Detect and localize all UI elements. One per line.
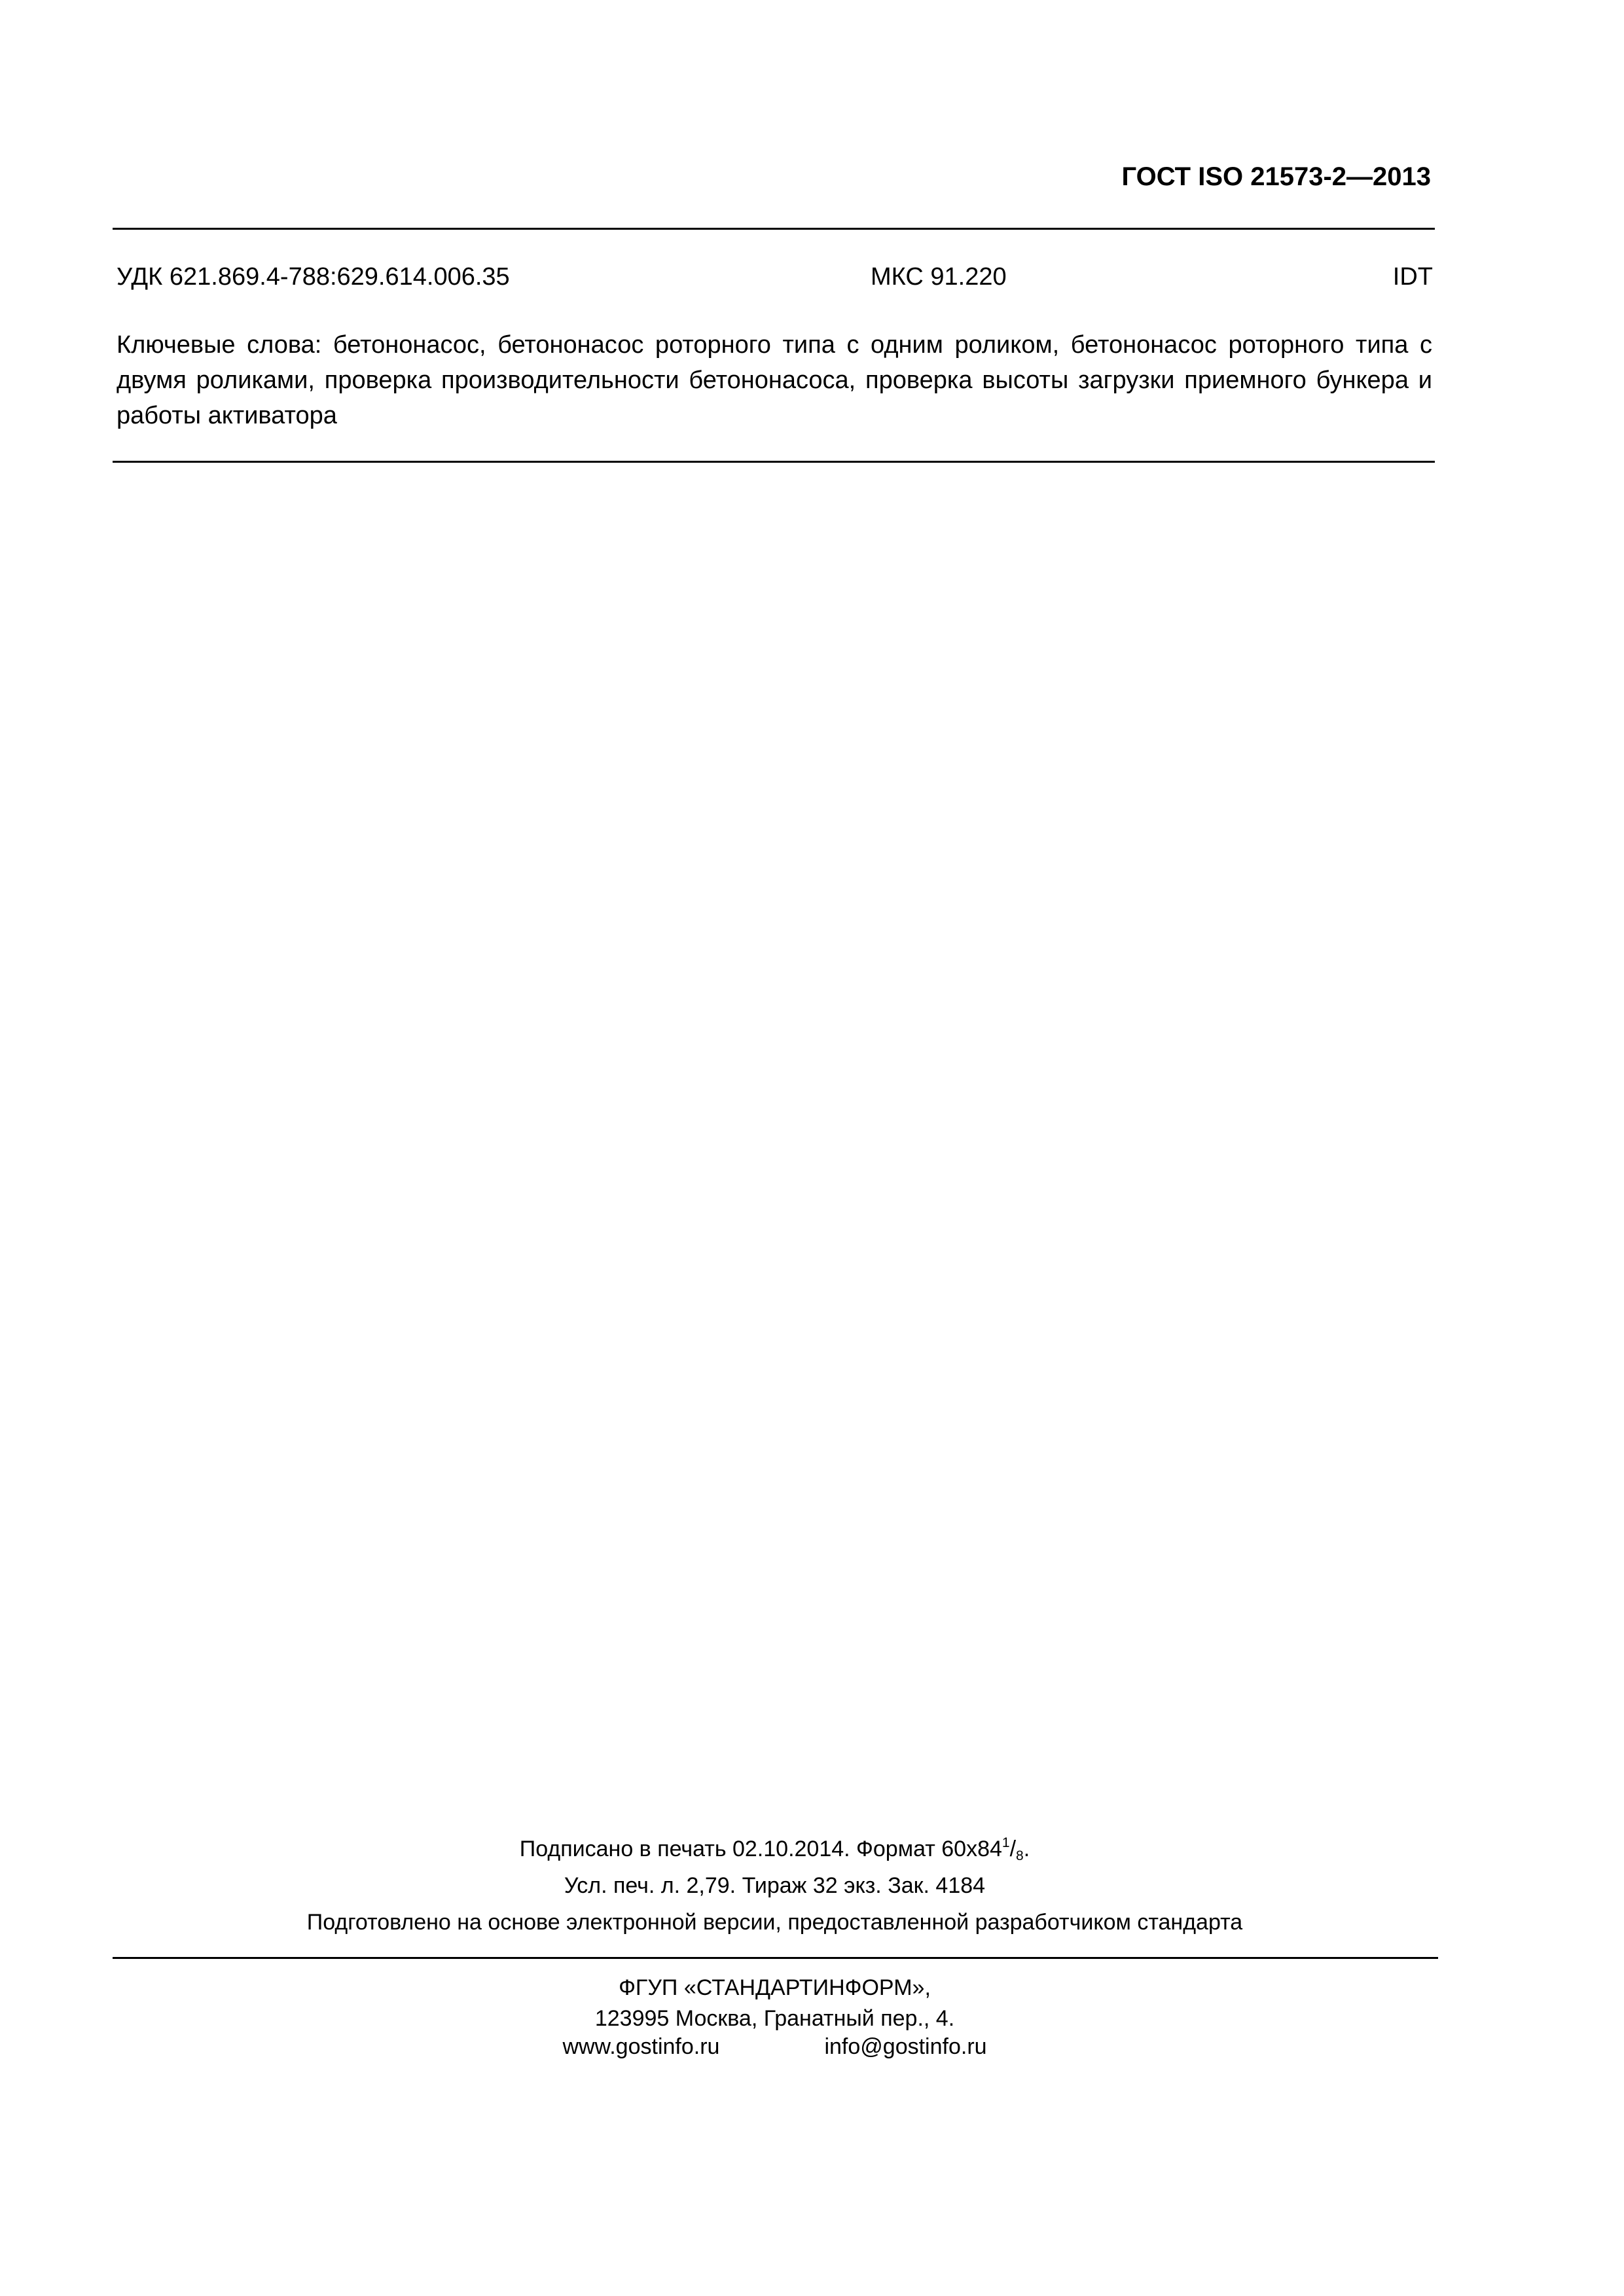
format-fraction-numerator: 1: [1001, 1835, 1010, 1850]
publisher-address: 123995 Москва, Гранатный пер., 4.: [594, 2006, 955, 2031]
format-fraction-denominator: 8: [1016, 1848, 1024, 1863]
publisher-name: ФГУП «СТАНДАРТИНФОРМ»,: [619, 1975, 931, 2000]
keywords-paragraph: Ключевые слова: бетононасос, бетононасос роторного типа с одним роликом, бетононасос роторного типа с двумя роликами, проверка производительности бетононасоса, проверка высоты загрузки приемного бункера и работы активатора: [117, 331, 1432, 429]
mks-code: МКС 91.220: [871, 263, 1007, 291]
udk-code: УДК 621.869.4-788:629.614.006.35: [117, 263, 510, 291]
equivalence-degree: IDT: [1392, 263, 1433, 291]
website-link[interactable]: www.gostinfo.ru: [562, 2034, 720, 2059]
top-divider: [113, 228, 1435, 230]
document-code: ГОСТ ISO 21573-2—2013: [1121, 162, 1431, 191]
imprint-signed-text: Подписано в печать 02.10.2014. Формат 60х84: [519, 1837, 1002, 1861]
imprint-prepared-line: Подготовлено на основе электронной версии, предоставленной разработчиком стандарта: [306, 1910, 1243, 1935]
keywords-divider: [113, 461, 1435, 463]
email-link[interactable]: info@gostinfo.ru: [824, 2034, 987, 2059]
imprint-signed-period: .: [1023, 1837, 1030, 1861]
publisher-contacts: [0, 2034, 1549, 2060]
imprint-signed-line: [0, 1835, 1549, 1864]
format-fraction-separator: /: [1009, 1837, 1017, 1861]
imprint-sheets-line: Усл. печ. л. 2,79. Тираж 32 экз. Зак. 4184: [564, 1873, 986, 1898]
publisher-divider: [113, 1957, 1438, 1959]
